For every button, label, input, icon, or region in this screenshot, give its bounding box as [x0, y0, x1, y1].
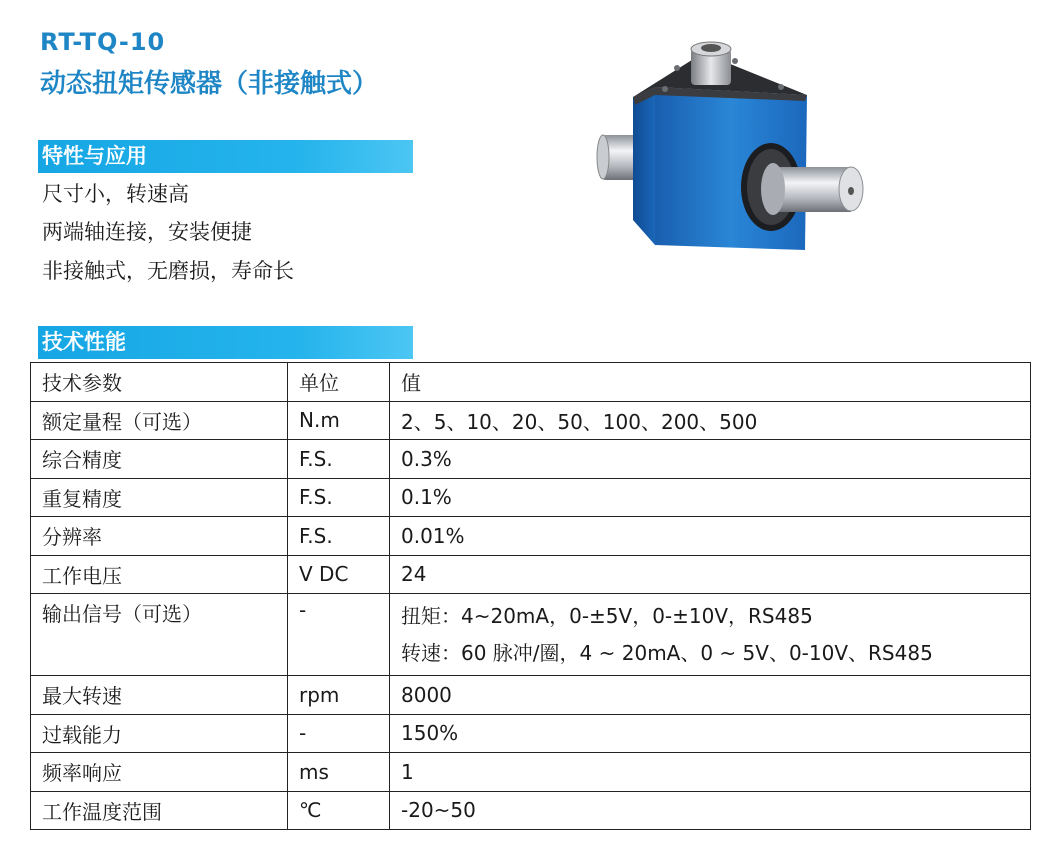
unit-cell: N.m [288, 401, 390, 440]
table-row [31, 555, 1031, 594]
torque-sensor-photo [595, 35, 865, 265]
product-model: RT-TQ-10 [40, 28, 166, 56]
unit-cell: ℃ [288, 791, 390, 830]
table-row [31, 791, 1031, 830]
specs-heading: 技术性能 [38, 326, 413, 359]
column-header-unit: 单位 [288, 363, 390, 402]
product-name: 动态扭矩传感器（非接触式） [40, 69, 379, 99]
param-cell: 工作温度范围 [31, 791, 288, 830]
param-cell: 重复精度 [31, 478, 288, 517]
unit-cell: - [288, 594, 390, 676]
table-row [31, 478, 1031, 517]
output-torque-value: 扭矩：4~20mA，0-±5V，0-±10V，RS485 [401, 603, 813, 628]
param-cell: 额定量程（可选） [31, 401, 288, 440]
unit-cell: rpm [288, 676, 390, 715]
feature-item: 非接触式，无磨损，寿命长 [42, 259, 294, 283]
value-cell-multi [390, 594, 1031, 676]
feature-item: 两端轴连接，安装便捷 [42, 220, 252, 244]
table-row [31, 517, 1031, 556]
param-cell: 频率响应 [31, 753, 288, 792]
column-header-param: 技术参数 [31, 363, 288, 402]
unit-cell: F.S. [288, 440, 390, 479]
param-cell: 综合精度 [31, 440, 288, 479]
value-cell: 0.1% [390, 478, 1031, 517]
output-speed-value: 转速：60 脉冲/圈，4 ~ 20mA、0 ~ 5V、0-10V、RS485 [401, 640, 933, 665]
value-cell: -20~50 [390, 791, 1031, 830]
value-cell: 0.01% [390, 517, 1031, 556]
table-header-row [31, 363, 1031, 402]
table-row [31, 594, 1031, 676]
param-cell: 过载能力 [31, 714, 288, 753]
features-heading: 特性与应用 [38, 140, 413, 173]
unit-cell: F.S. [288, 478, 390, 517]
table-row [31, 753, 1031, 792]
param-cell: 分辨率 [31, 517, 288, 556]
column-header-value: 值 [390, 363, 1031, 402]
unit-cell: - [288, 714, 390, 753]
spec-table [30, 362, 1031, 830]
table-row [31, 401, 1031, 440]
param-cell: 最大转速 [31, 676, 288, 715]
table-row [31, 440, 1031, 479]
value-cell: 2、5、10、20、50、100、200、500 [390, 401, 1031, 440]
feature-item: 尺寸小，转速高 [42, 182, 189, 206]
value-cell: 1 [390, 753, 1031, 792]
unit-cell: F.S. [288, 517, 390, 556]
unit-cell: ms [288, 753, 390, 792]
table-row [31, 676, 1031, 715]
param-cell: 工作电压 [31, 555, 288, 594]
param-cell: 输出信号（可选） [31, 594, 288, 676]
value-cell: 8000 [390, 676, 1031, 715]
unit-cell: V DC [288, 555, 390, 594]
value-cell: 150% [390, 714, 1031, 753]
value-cell: 24 [390, 555, 1031, 594]
value-cell: 0.3% [390, 440, 1031, 479]
table-row [31, 714, 1031, 753]
